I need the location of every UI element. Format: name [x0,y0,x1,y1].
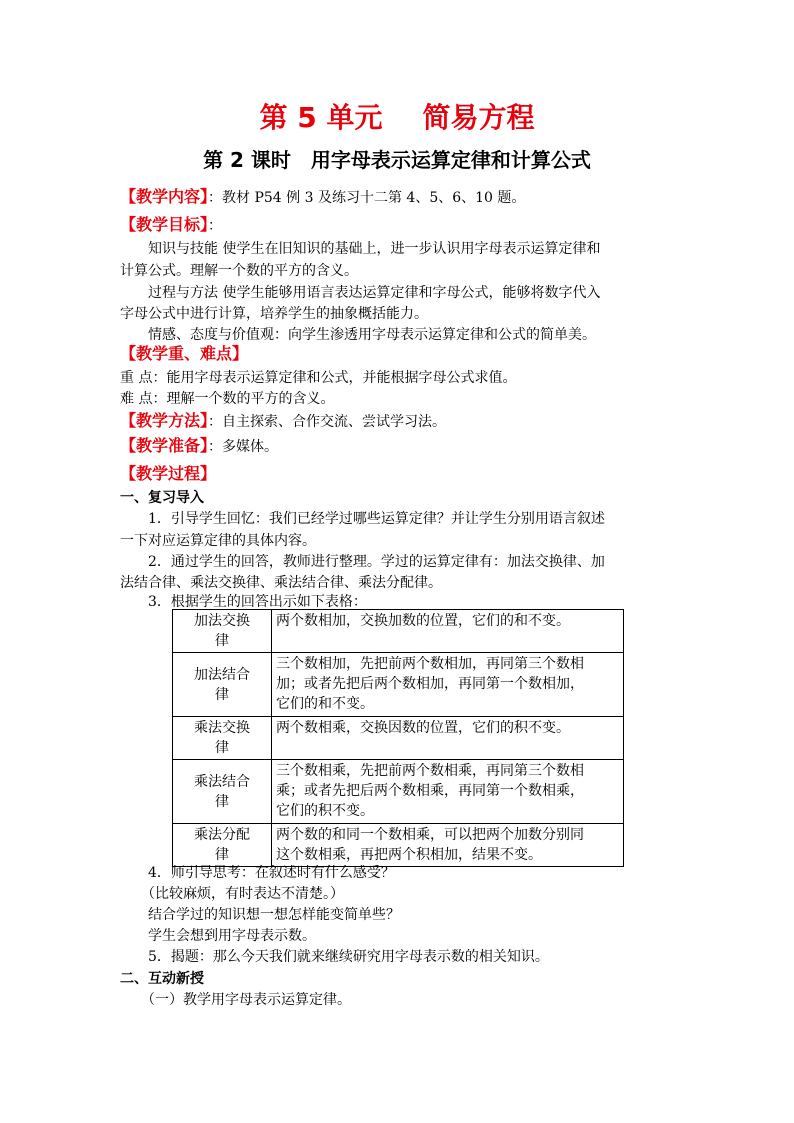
law-desc-cell: 两个数相乘，交换因数的位置，它们的积不变。 [272,717,624,760]
lesson-title: 第 2 课时 用字母表示运算定律和计算公式 [203,148,591,172]
process-line: 结合学过的知识想一想怎样能变简单些？ [120,907,400,923]
law-desc-cell: 三个数相乘，先把前两个数相乘，再同第三个数相 乘；或者先把后两个数相乘，再同第一个数相乘， 它们的积不变。 [272,760,624,824]
teaching-content-label: 【教学内容】 [120,187,209,206]
process-line: 2．通过学生的回答，教师进行整理。学过的运算定律有：加法交换律、加 [120,554,605,570]
section-interactive-new: 二、互动新授 [120,971,204,987]
keypoints-label: 【教学重、难点】 [120,344,249,363]
law-name-cell: 乘法分配 律 [173,824,272,867]
goal-line: 情感、态度与价值观：向学生渗透用字母表示运算定律和公式的简单美。 [120,327,596,343]
teaching-method-text: ：自主探索、合作交流、尝试学习法。 [208,414,447,430]
section-review-intro: 一、复习导入 [120,490,204,506]
key-point: 重 点：能用字母表示运算定律和公式，并能根据字母公式求值。 [120,370,517,386]
law-name-cell: 加法结合 律 [173,653,272,717]
process-line: 法结合律、乘法交换律、乘法结合律、乘法分配律。 [120,575,442,591]
process-line: 3．根据学生的回答出示如下表格： [120,594,367,610]
law-desc-cell: 两个数的和同一个数相乘，可以把两个加数分别同 这个数相乘，再把两个积相加，结果不变。 [272,824,624,867]
goal-line: 计算公式。理解一个数的平方的含义。 [120,263,358,279]
table-row [173,653,624,717]
unit-title [0,98,794,138]
teaching-goals-colon: ： [208,218,223,234]
teaching-process-label: 【教学过程】 [120,464,217,483]
unit-topic: 简易方程 [422,101,535,134]
law-name-cell: 乘法交换 律 [173,717,272,760]
table-row [173,717,624,760]
goal-line: 知识与技能 使学生在旧知识的基础上，进一步认识用字母表示运算定律和 [120,241,601,257]
teaching-goals-label: 【教学目标】 [120,215,209,234]
process-line: 4．师引导思考：在叙述时有什么感受？ [120,865,395,881]
teaching-goals-header [120,215,680,236]
table-row [173,760,624,824]
process-line: 学生会想到用字母表示数。 [120,928,316,944]
table-row [173,610,624,653]
law-name-cell: 加法交换 律 [173,610,272,653]
table-row [173,824,624,867]
process-line: （比较麻烦，有时表达不清楚。） [120,886,344,902]
teaching-prep-label: 【教学准备】 [120,436,209,455]
process-line: （一）教学用字母表示运算定律。 [120,992,351,1008]
law-desc-cell: 三个数相加，先把前两个数相加，再同第三个数相 加；或者先把后两个数相加，再同第一个数相加， 它们的和不变。 [272,653,624,717]
teaching-process-header [120,464,680,485]
teaching-content [120,187,680,208]
process-line: 5．揭题：那么今天我们就来继续研究用字母表示数的相关知识。 [120,949,549,965]
unit-number: 第 5 单元 [259,101,383,134]
teaching-method [120,411,680,432]
teaching-content-text: ：教材 P54 例 3 及练习十二第 4、5、6、10 题。 [208,190,526,206]
teaching-method-label: 【教学方法】 [120,411,209,430]
law-desc-cell: 两个数相加，交换加数的位置，它们的和不变。 [272,610,624,653]
difficult-point: 难 点：理解一个数的平方的含义。 [120,391,335,407]
keypoints-header [120,344,680,365]
teaching-prep [120,436,680,457]
process-line: 1．引导学生回忆：我们已经学过哪些运算定律？并让学生分别用语言叙述 [120,511,605,527]
laws-table [172,609,624,867]
process-line: 一下对应运算定律的具体内容。 [120,533,316,549]
goal-line: 过程与方法 使学生能够用语言表达运算定律和字母公式，能够将数字代入 [120,285,601,301]
law-name-cell: 乘法结合 律 [173,760,272,824]
teaching-prep-text: ：多媒体。 [208,439,279,455]
goal-line: 字母公式中进行计算，培养学生的抽象概括能力。 [120,306,428,322]
